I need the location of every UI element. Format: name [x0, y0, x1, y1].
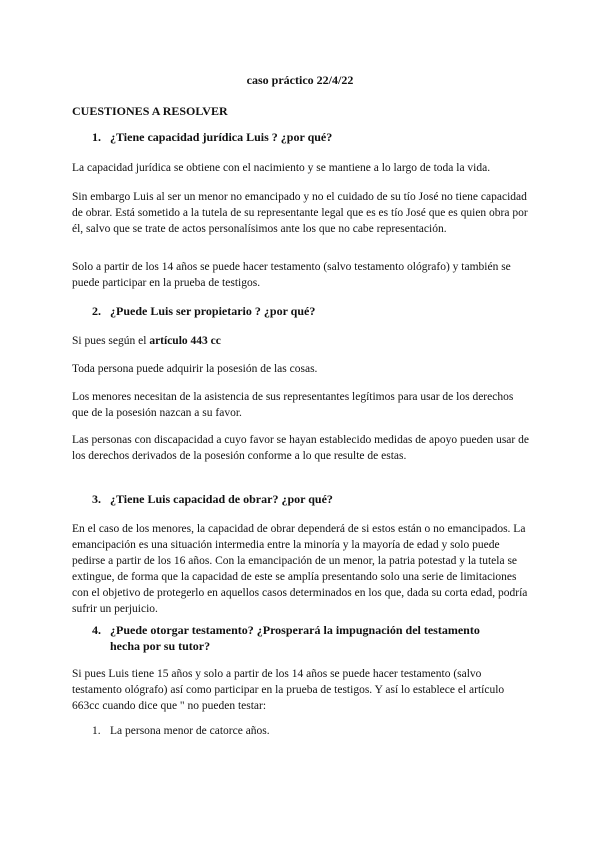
question-1: [92, 129, 332, 145]
question-2-number: 2.: [92, 304, 101, 318]
question-1-number: 1.: [92, 130, 101, 144]
paragraph-1: La capacidad jurídica se obtiene con el nacimiento y se mantiene a lo largo de toda la vida.: [72, 162, 491, 174]
paragraph-7: Las personas con discapacidad a cuyo favor se hayan establecido medidas de apoyo pueden usar de los derechos derivados de la posesión conforme a lo que resulte de estas.: [72, 434, 529, 462]
paragraph-5: Toda persona puede adquirir la posesión de las cosas.: [72, 363, 318, 375]
paragraph-3: Solo a partir de los 14 años se puede hacer testamento (salvo testamento ológrafo) y también se puede participar en la prueba de testigos.: [72, 261, 511, 289]
section-heading: CUESTIONES A RESOLVER: [72, 104, 228, 118]
question-3: [92, 491, 333, 507]
question-4: [92, 622, 532, 654]
paragraph-6: Los menores necesitan de la asistencia de sus representantes legítimos para usar de los derechos que de la posesión nazcan a su favor.: [72, 391, 514, 419]
question-1-text: ¿Tiene capacidad jurídica Luis ? ¿por qué?: [110, 130, 333, 144]
list-item-number: 1.: [92, 725, 101, 737]
question-4-text-line-1: ¿Puede otorgar testamento? ¿Prosperará la impugnación del testamento: [110, 623, 480, 637]
paragraph-4-text: Si pues según el: [72, 335, 150, 347]
paragraph-9: Si pues Luis tiene 15 años y solo a partir de los 14 años se puede hacer testamento (salvo testamento ológrafo) así como participar en la prueba de testigos. Y así lo establece el artículo 663cc cuando dice que " no pueden testar:: [72, 668, 505, 712]
question-3-number: 3.: [92, 492, 101, 506]
paragraph-8: En el caso de los menores, la capacidad de obrar dependerá de si estos están o no emancipados. La emancipación es una situación intermedia entre la minoría y la mayoría de edad y solo puede pedirse a partir de los 16 años. Con la emancipación de un menor, la patria potestad y la tutela se extingue, de forma que la capacidad de este se amplía presentando solo una serie de limitaciones con el objetivo de protegerlo en aquellos casos determinados en los que, dada su corta edad, podría sufrir un perjuicio.: [72, 523, 528, 615]
question-3-text: ¿Tiene Luis capacidad de obrar? ¿por qué?: [110, 492, 333, 506]
question-4-text-line-2: hecha por su tutor?: [110, 639, 211, 653]
document-title: caso práctico 22/4/22: [246, 73, 354, 87]
list-item-text: La persona menor de catorce años.: [110, 725, 270, 737]
list-item: [92, 723, 270, 739]
article-reference: artículo 443 cc: [149, 335, 221, 347]
paragraph-2: Sin embargo Luis al ser un menor no emancipado y no el cuidado de su tío José no tiene capacidad de obrar. Está sometido a la tutela de su representante legal que es es tío José que es quien obra por él, salvo que se trate de actos personalísimos ante los que no cabe representación.: [72, 191, 528, 235]
paragraph-4: [72, 333, 532, 349]
question-2: [92, 303, 315, 319]
question-2-text: ¿Puede Luis ser propietario ? ¿por qué?: [110, 304, 316, 318]
question-4-number: 4.: [92, 623, 101, 637]
